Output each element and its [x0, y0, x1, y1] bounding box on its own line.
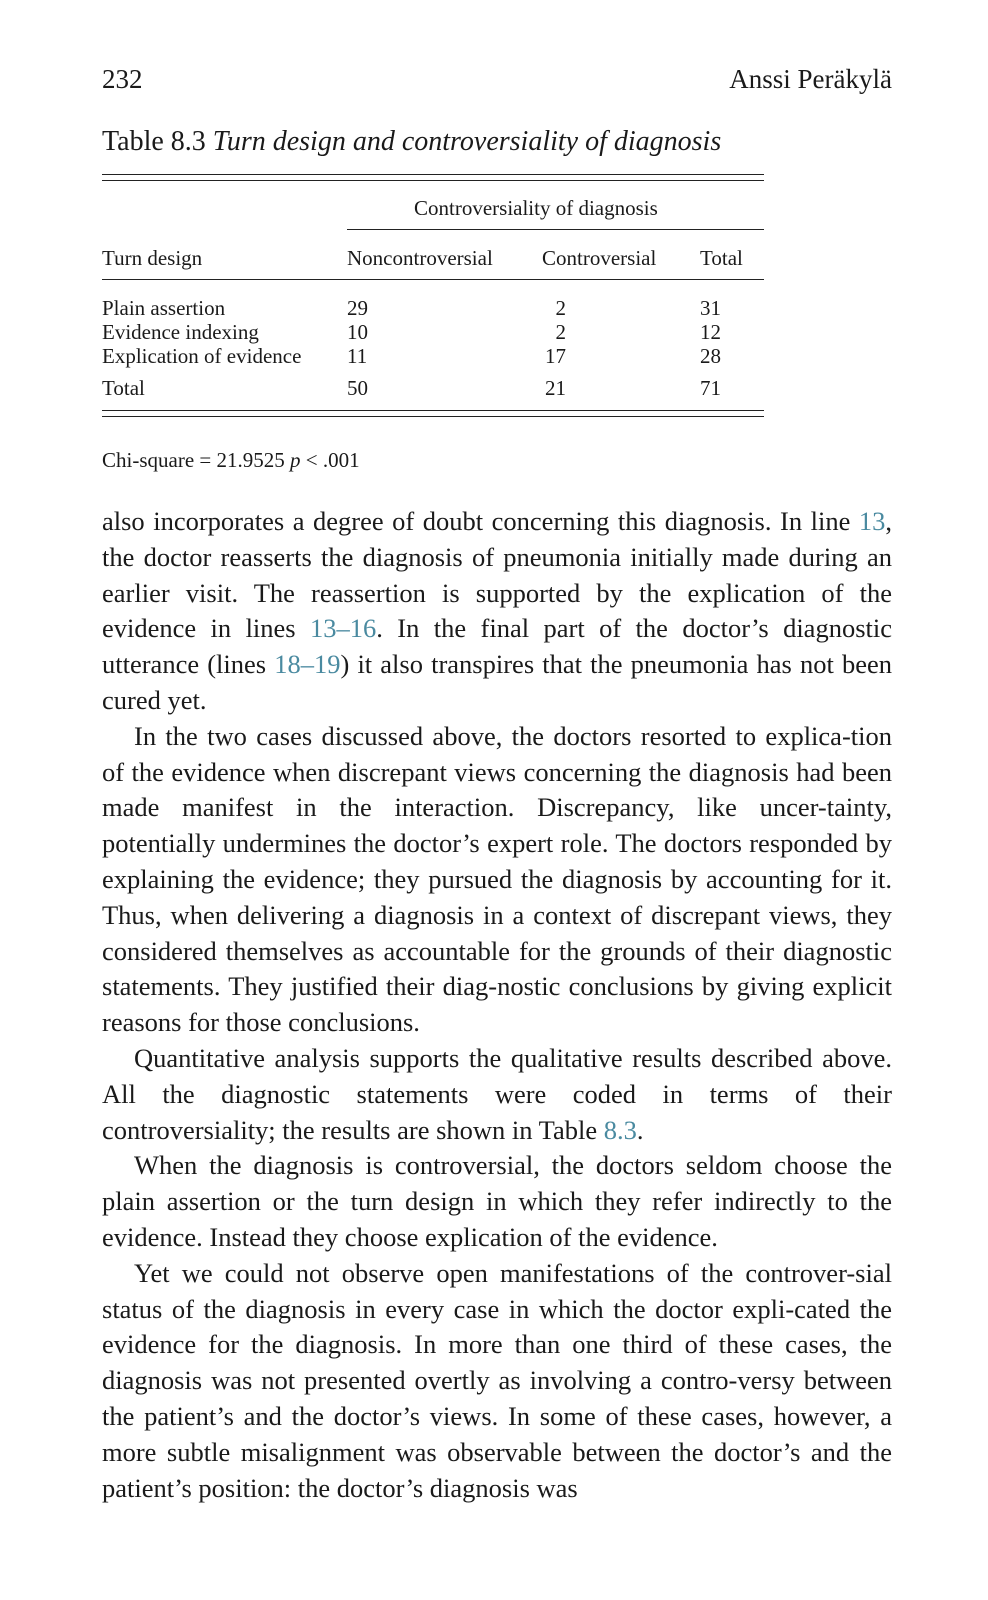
table-total-noncontroversial: 50 [347, 376, 368, 400]
table-col-header-controversial: Controversial [542, 246, 657, 270]
table-spanner-rule [347, 229, 764, 230]
table-note [102, 448, 360, 473]
table-total-label: Total [102, 376, 145, 400]
cross-reference-link[interactable]: 13–16 [310, 613, 377, 644]
paragraph-text: , the doctor reasserts the diagnosis of pneumonia initially made during an earlier visit. The reassertion is supported by the explication of the evidence in lines [102, 506, 892, 644]
table-caption [102, 126, 721, 158]
paragraph-text: . [636, 1114, 644, 1145]
table-note-suffix: < .001 [300, 448, 360, 472]
paragraph: When the diagnosis is controversial, the doctors seldom choose the plain assertion or the turn design in which they refer indirectly to the evidence. Instead they choose explication of the evidence. [102, 1150, 892, 1252]
body-text [102, 504, 892, 1506]
cross-reference-link[interactable]: 18–19 [274, 649, 341, 680]
table-label: Table 8.3 [102, 126, 206, 157]
table-bottom-rule-2 [102, 416, 764, 417]
table-cell-controversial: 2 [555, 320, 566, 344]
table-cell-controversial: 2 [555, 296, 566, 320]
running-head [102, 64, 892, 98]
table-cell-total: 31 [700, 296, 721, 320]
table-header-rule [102, 279, 764, 280]
table-total-total: 71 [700, 376, 721, 400]
running-head-author: Anssi Peräkylä [729, 64, 892, 94]
table-cell-noncontroversial: 10 [347, 320, 368, 344]
table-cell-noncontroversial: 29 [347, 296, 368, 320]
table-cell-total: 28 [700, 344, 721, 368]
table-cell-controversial: 17 [545, 344, 566, 368]
table-top-rule-2 [102, 180, 764, 181]
table-note-prefix: Chi-square = 21.9525 [102, 448, 290, 472]
table-cell-noncontroversial: 11 [347, 344, 368, 368]
paragraph [102, 504, 892, 719]
book-page [102, 0, 892, 1600]
paragraph-text: also incorporates a degree of doubt concerning this diagnosis. In line [102, 506, 859, 536]
table-top-rule-1 [102, 174, 764, 175]
table-row-label: Plain assertion [102, 296, 226, 320]
table-col-header-noncontroversial: Noncontroversial [347, 246, 493, 270]
table-title: Turn design and controversiality of diagnosis [212, 126, 722, 157]
table-spanner-heading: Controversiality of diagnosis [414, 196, 658, 220]
table-reference-link[interactable]: 8.3 [603, 1114, 637, 1145]
paragraph: In the two cases discussed above, the doctors resorted to explica-tion of the evidence when discrepant views concerning the diagnosis had been made manifest in the interaction. Discrepancy, like uncer-tainty, potentially undermines the doctor’s expert role. The doctors responded by explaining the evidence; they pursued the diagnosis by accounting for it. Thus, when delivering a diagnosis in a context of discrepant views, they considered themselves as accountable for the grounds of their diagnostic statements. They justified their diag-nostic conclusions by giving explicit reasons for those conclusions. [102, 720, 892, 1038]
paragraph-text: . In the final part of the doctor’s diagnostic utterance (lines [102, 613, 892, 680]
table-cell-total: 12 [700, 320, 721, 344]
cross-reference-link[interactable]: 13 [858, 506, 886, 536]
paragraph-text: Quantitative analysis supports the qualitative results described above. All the diagnostic statements were coded in terms of their controversiality; the results are shown in Table [102, 1042, 892, 1145]
table-row-label: Evidence indexing [102, 320, 259, 344]
paragraph-text: ) it also transpires that the pneumonia has not been cured yet. [102, 649, 892, 715]
table-bottom-rule-1 [102, 410, 764, 411]
table-total-controversial: 21 [545, 376, 566, 400]
table-note-p: p [290, 448, 301, 472]
page-number: 232 [102, 64, 143, 94]
paragraph [102, 1041, 892, 1148]
paragraph: Yet we could not observe open manifestations of the controver-sial status of the diagnosis in every case in which the doctor expli-cated the evidence for the diagnosis. In more than one third of these cases, the diagnosis was not presented overtly as involving a contro-versy between the patient’s and the doctor’s views. In some of these cases, however, a more subtle misalignment was observable between the doctor’s and the patient’s position: the doctor’s diagnosis was [102, 1257, 892, 1503]
table-col-header-total: Total [700, 246, 743, 270]
table-col-header-turn-design: Turn design [102, 246, 203, 270]
table-row-label: Explication of evidence [102, 344, 302, 368]
